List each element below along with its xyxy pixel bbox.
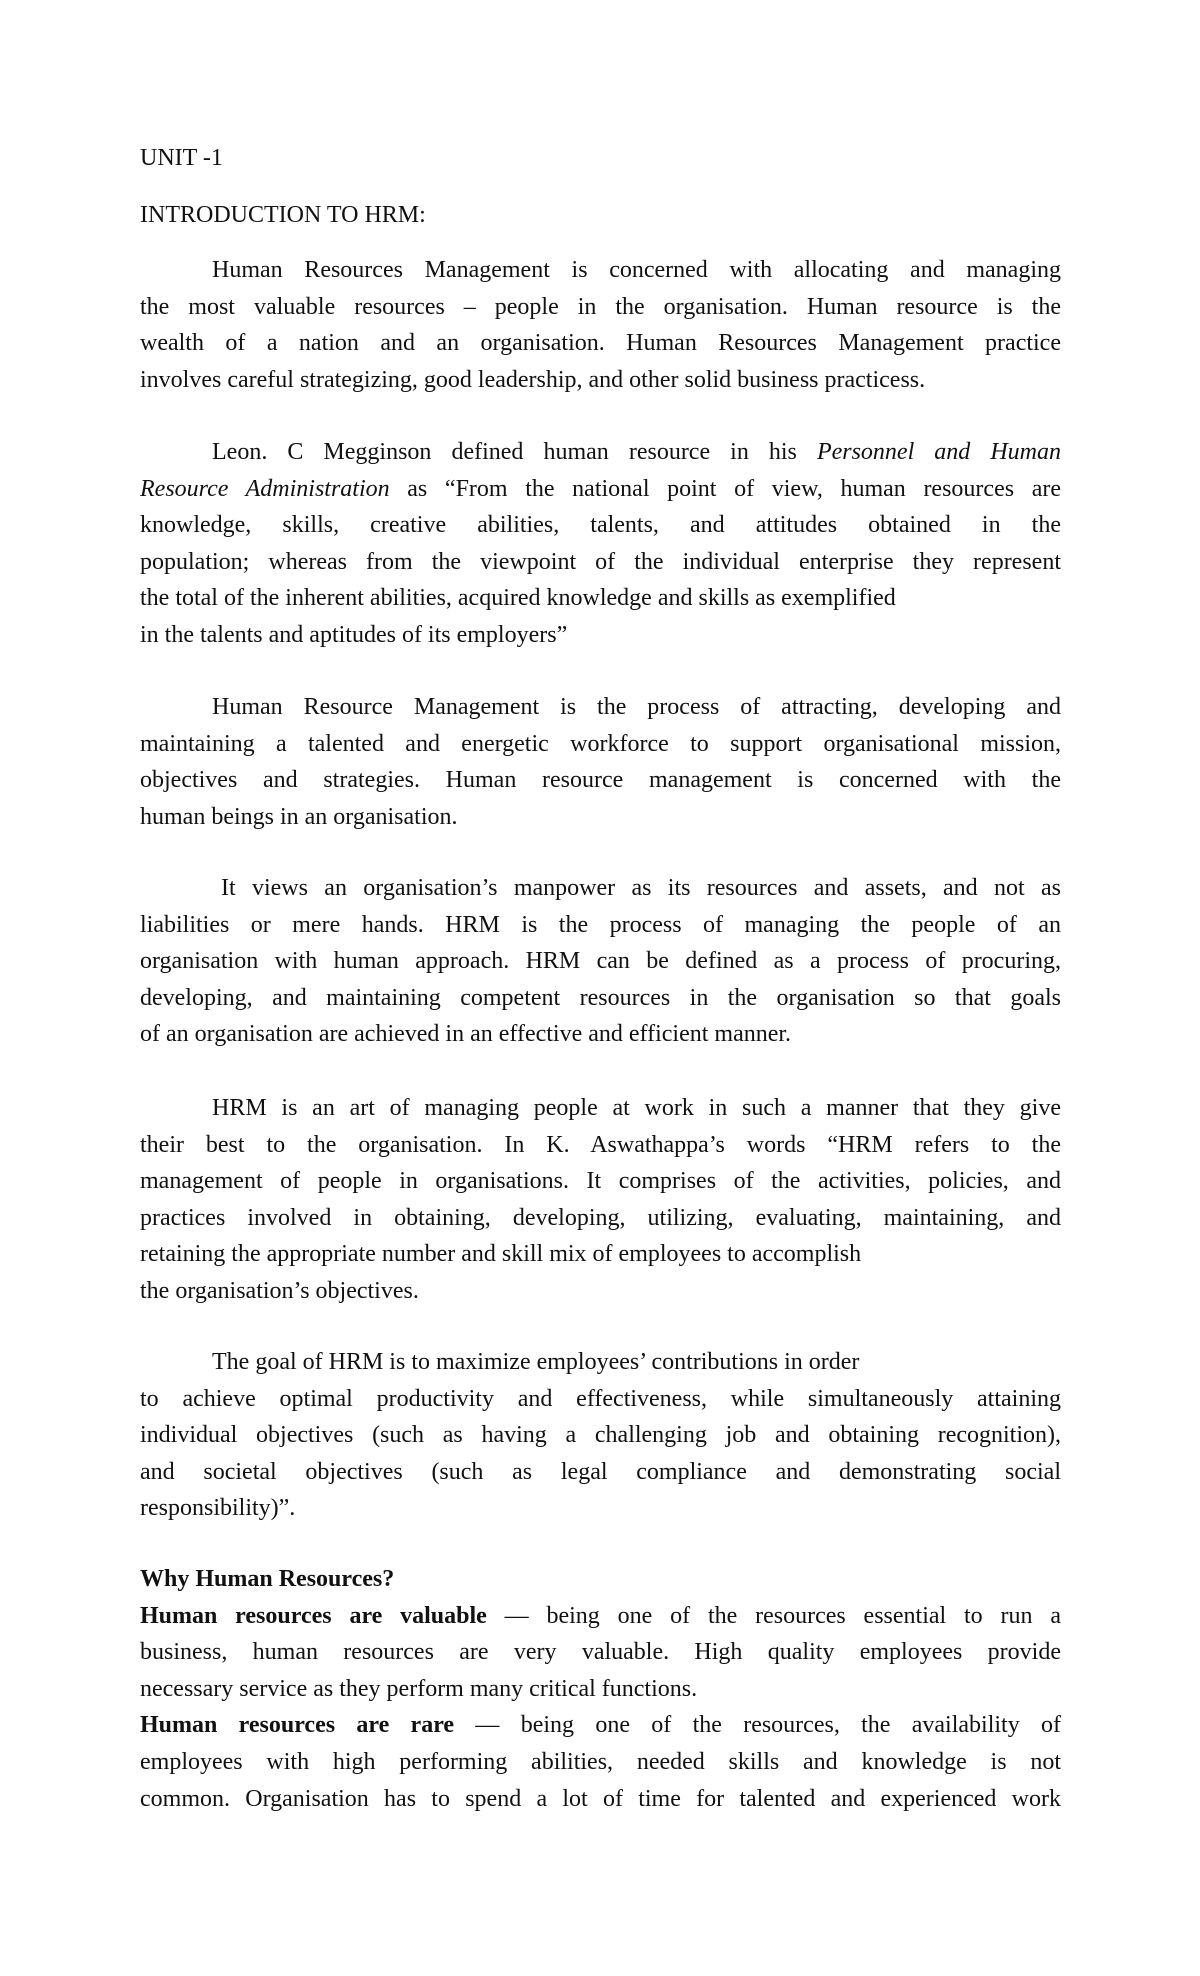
text-line xyxy=(140,580,1061,617)
text-line xyxy=(140,943,1061,980)
unit-label-block xyxy=(140,140,1061,177)
text-line xyxy=(140,1417,1061,1454)
text-span: HRM is an art of managing people at work in such a manner that they give xyxy=(212,1095,1061,1121)
text-line xyxy=(140,1016,1061,1053)
text-line xyxy=(140,870,1061,907)
text-span: developing, and maintaining competent resources in the organisation so that goals xyxy=(140,984,1061,1011)
text-span: common. Organisation has to spend a lot of time for talented and experienced work xyxy=(140,1785,1061,1812)
unit-label: UNIT -1 xyxy=(140,145,223,171)
bold-text: Human resources are rare xyxy=(140,1712,455,1739)
text-line xyxy=(140,1454,1061,1491)
text-span: the total of the inherent abilities, acquired knowledge and skills as exemplified xyxy=(140,585,896,612)
text-line xyxy=(140,689,1061,726)
text-span: responsibility)”. xyxy=(140,1495,296,1522)
text-span: It views an organisation’s manpower as its resources and assets, and not as xyxy=(221,875,1061,901)
paragraph xyxy=(140,1090,1061,1310)
text-span: management of people in organisations. It comprises of the activities, policies, and xyxy=(140,1168,1061,1195)
text-line xyxy=(140,799,1061,836)
text-line xyxy=(140,1127,1061,1164)
text-span: retaining the appropriate number and skill mix of employees to accomplish xyxy=(140,1241,862,1268)
text-line xyxy=(140,980,1061,1017)
text-line xyxy=(140,1273,1061,1310)
text-span: and societal objectives (such as legal compliance and demonstrating social xyxy=(140,1458,1061,1485)
text-span: of an organisation are achieved in an effective and efficient manner. xyxy=(140,1021,792,1048)
text-line xyxy=(140,726,1061,763)
text-line xyxy=(140,1163,1061,1200)
text-span: maintaining a talented and energetic workforce to support organisational mission, xyxy=(140,730,1061,757)
text-span: population; whereas from the viewpoint of the individual enterprise they represent xyxy=(140,548,1061,575)
text-line xyxy=(140,1236,1061,1273)
text-line xyxy=(140,1381,1061,1418)
text-line xyxy=(140,907,1061,944)
paragraph xyxy=(140,252,1061,398)
text-line xyxy=(140,1090,1061,1127)
text-span: objectives and strategies. Human resource management is concerned with the xyxy=(140,767,1061,794)
text-line xyxy=(140,1744,1061,1781)
text-span: the organisation’s objectives. xyxy=(140,1277,419,1304)
text-span: human beings in an organisation. xyxy=(140,803,458,830)
text-span: organisation with human approach. HRM can be defined as a process of procuring, xyxy=(140,948,1061,975)
text-span: wealth of a nation and an organisation. Human Resources Management practice xyxy=(140,330,1061,357)
section-heading-block xyxy=(140,197,1061,234)
text-span: the most valuable resources – people in the organisation. Human resource is the xyxy=(140,293,1061,320)
text-line xyxy=(140,471,1061,508)
bold-text: Why Human Resources? xyxy=(140,1566,395,1592)
text-line xyxy=(140,252,1061,289)
paragraph xyxy=(140,689,1061,835)
italic-text: Resource Administration xyxy=(140,475,390,502)
text-span: Leon. C Megginson defined human resource in his xyxy=(212,439,817,465)
paragraph xyxy=(140,1344,1061,1527)
text-line xyxy=(140,762,1061,799)
text-span: knowledge, skills, creative abilities, talents, and attitudes obtained in the xyxy=(140,512,1061,539)
text-line xyxy=(140,434,1061,471)
text-line xyxy=(140,1490,1061,1527)
text-span: to achieve optimal productivity and effectiveness, while simultaneously attaining xyxy=(140,1385,1061,1412)
text-span: involves careful strategizing, good leadership, and other solid business practicess. xyxy=(140,366,926,393)
text-line xyxy=(140,1561,1061,1598)
text-span: as “From the national point of view, human resources are xyxy=(389,475,1061,502)
why-human-resources-section xyxy=(140,1561,1061,1817)
bold-text: Human resources are valuable xyxy=(140,1602,487,1629)
text-span: The goal of HRM is to maximize employees’ contributions in order xyxy=(212,1349,860,1375)
paragraph xyxy=(140,870,1061,1053)
text-line xyxy=(140,1781,1061,1818)
text-span: their best to the organisation. In K. Aswathappa’s words “HRM refers to the xyxy=(140,1131,1061,1158)
text-span: — being one of the resources essential to run a xyxy=(486,1602,1061,1629)
text-line xyxy=(140,325,1061,362)
text-span: necessary service as they perform many critical functions. xyxy=(140,1675,698,1702)
text-line xyxy=(140,1707,1061,1744)
text-line xyxy=(140,544,1061,581)
text-span: — being one of the resources, the availability of xyxy=(454,1712,1061,1739)
section-heading: INTRODUCTION TO HRM: xyxy=(140,202,426,228)
paragraph xyxy=(140,434,1061,654)
text-line xyxy=(140,289,1061,326)
text-span: individual objectives (such as having a challenging job and obtaining recognition), xyxy=(140,1422,1061,1449)
text-span: in the talents and aptitudes of its employers” xyxy=(140,621,568,648)
italic-text: Personnel and Human xyxy=(816,439,1061,465)
text-line xyxy=(140,617,1061,654)
text-line xyxy=(140,362,1061,399)
text-line xyxy=(140,1598,1061,1635)
text-span: Human Resource Management is the process of attracting, developing and xyxy=(212,694,1061,720)
text-line xyxy=(140,1200,1061,1237)
text-line xyxy=(140,1344,1061,1381)
text-span: Human Resources Management is concerned with allocating and managing xyxy=(212,257,1061,283)
text-line xyxy=(140,1671,1061,1708)
text-span: business, human resources are very valuable. High quality employees provide xyxy=(140,1639,1061,1666)
text-span: employees with high performing abilities, needed skills and knowledge is not xyxy=(140,1748,1061,1775)
text-line xyxy=(140,507,1061,544)
text-line xyxy=(140,1634,1061,1671)
text-span: liabilities or mere hands. HRM is the process of managing the people of an xyxy=(140,911,1061,938)
text-span: practices involved in obtaining, developing, utilizing, evaluating, maintaining, and xyxy=(140,1204,1061,1231)
